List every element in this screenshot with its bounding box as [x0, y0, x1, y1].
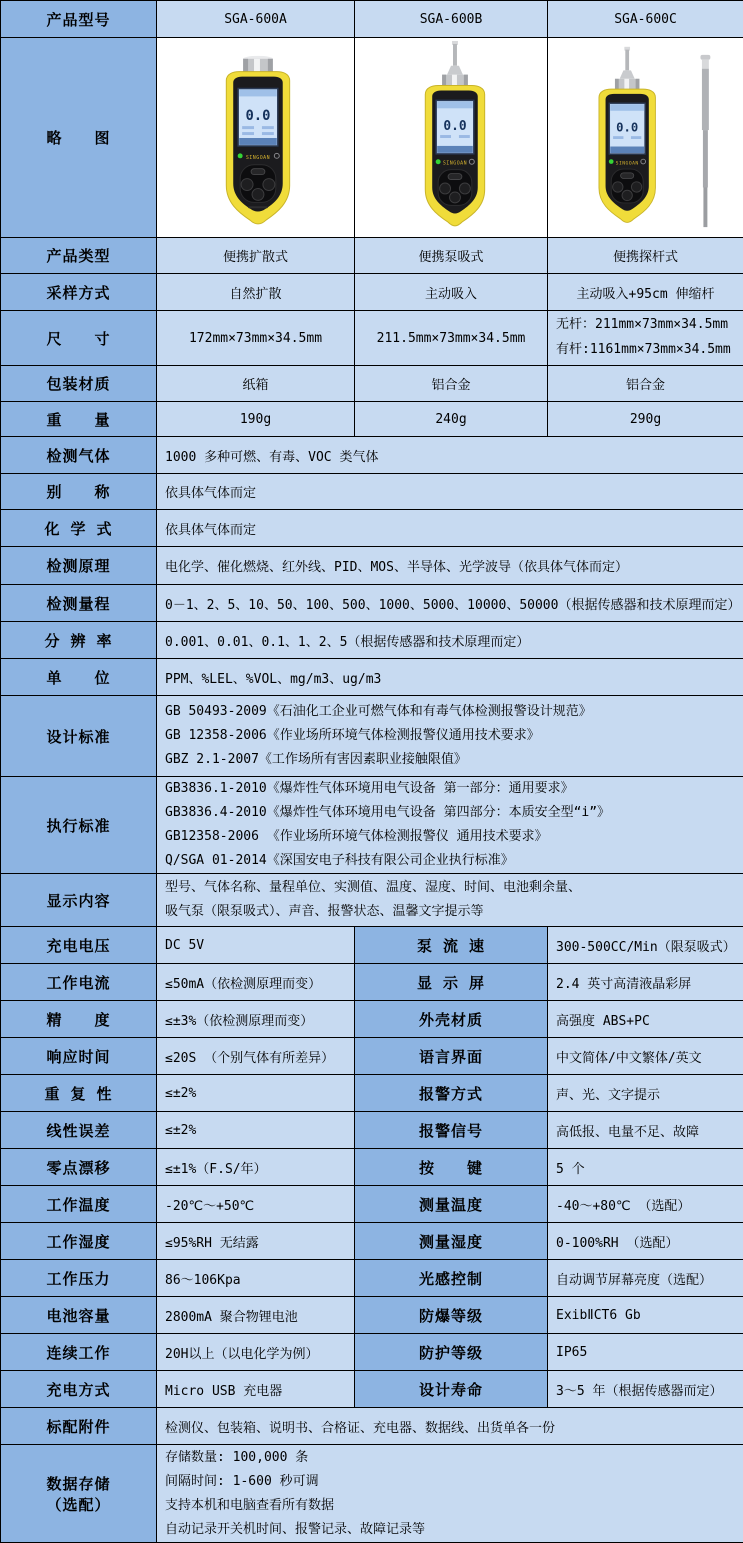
data-storage-label-line1: 数据存储	[2, 1473, 155, 1494]
label-product-type: 产品类型	[1, 238, 157, 274]
label-dimensions: 尺 寸	[1, 311, 157, 366]
value-shell-material: 高强度 ABS+PC	[548, 1001, 743, 1038]
value-working-humidity: ≤95%RH 无结露	[157, 1223, 355, 1260]
value-explosionproof-rating: ExibⅡCT6 Gb	[548, 1297, 743, 1334]
label-standard-accessories: 标配附件	[1, 1408, 157, 1445]
label-unit: 单 位	[1, 659, 157, 696]
display-content-line: 吸气泵（限泵吸式）、声音、报警状态、温馨文字提示等	[165, 900, 735, 924]
label-shell-material: 外壳材质	[355, 1001, 548, 1038]
sketch-row	[1, 38, 743, 238]
row-repeatability-alarm-mode	[1, 1075, 743, 1112]
value-dimensions-c	[548, 311, 743, 366]
value-display-screen: 2.4 英寸高清液晶彩屏	[548, 964, 743, 1001]
value-light-sense-control: 自动调节屏幕亮度（选配）	[548, 1260, 743, 1297]
value-working-temperature: -20℃～+50℃	[157, 1186, 355, 1223]
value-protection-rating: IP65	[548, 1334, 743, 1371]
row-charging-voltage-pump-flow	[1, 927, 743, 964]
value-alarm-mode: 声、光、文字提示	[548, 1075, 743, 1112]
device-photo-sga-600a	[158, 39, 354, 237]
label-working-pressure: 工作压力	[1, 1260, 157, 1297]
row-display-content	[1, 874, 743, 927]
value-product-type-c: 便携探杆式	[548, 238, 743, 274]
row-accuracy-shell-material	[1, 1001, 743, 1038]
value-detected-gases: 1000 多种可燃、有毒、VOC 类气体	[157, 437, 743, 474]
design-standard-line: GBZ 2.1-2007《工作场所有害因素职业接触限值》	[165, 748, 735, 772]
row-linearity-alarm-signal	[1, 1112, 743, 1149]
label-packaging: 包装材质	[1, 366, 157, 402]
label-data-storage	[1, 1445, 157, 1543]
data-storage-line: 支持本机和电脑查看所有数据	[165, 1494, 735, 1518]
label-design-standards: 设计标准	[1, 696, 157, 777]
device-screen-reading: 0.0	[443, 119, 466, 134]
label-zero-drift: 零点漂移	[1, 1149, 157, 1186]
value-pump-flow: 300-500CC/Min（限泵吸式）	[548, 927, 743, 964]
value-detection-principle: 电化学、催化燃烧、红外线、PID、MOS、半导体、光学波导（依具体气体而定）	[157, 547, 743, 585]
label-charging-method: 充电方式	[1, 1371, 157, 1408]
row-working-pressure-light-control	[1, 1260, 743, 1297]
row-chemical-formula	[1, 510, 743, 547]
value-repeatability: ≤±2%	[157, 1075, 355, 1112]
value-continuous-work: 20H以上（以电化学为例）	[157, 1334, 355, 1371]
execution-standard-line: GB3836.4-2010《爆炸性气体环境用电气设备 第四部分：本质安全型“i”》	[165, 801, 735, 825]
label-accuracy: 精 度	[1, 1001, 157, 1038]
label-sketch: 略 图	[1, 38, 157, 238]
row-resolution	[1, 622, 743, 659]
device-brand-text: SINGOAN	[616, 160, 639, 166]
value-alarm-signal: 高低报、电量不足、故障	[548, 1112, 743, 1149]
row-response-time-language	[1, 1038, 743, 1075]
display-content-line: 型号、气体名称、量程单位、实测值、温度、湿度、时间、电池剩余量、	[165, 876, 735, 900]
label-alias: 别 称	[1, 474, 157, 510]
value-sampling-c: 主动吸入+95cm 伸缩杆	[548, 274, 743, 311]
label-execution-standards: 执行标准	[1, 777, 157, 874]
value-design-life: 3～5 年（根据传感器而定）	[548, 1371, 743, 1408]
value-display-content	[157, 874, 743, 927]
value-dimensions-b: 211.5mm×73mm×34.5mm	[355, 311, 548, 366]
execution-standard-line: Q/SGA 01-2014《深国安电子科技有限公司企业执行标准》	[165, 849, 735, 873]
row-execution-standards	[1, 777, 743, 874]
row-working-current-display-screen	[1, 964, 743, 1001]
row-detection-principle	[1, 547, 743, 585]
value-charging-voltage: DC 5V	[157, 927, 355, 964]
execution-standard-line: GB3836.1-2010《爆炸性气体环境用电气设备 第一部分：通用要求》	[165, 777, 735, 801]
telescopic-rod	[700, 54, 710, 226]
value-weight-a: 190g	[157, 402, 355, 437]
value-battery-capacity: 2800mA 聚合物锂电池	[157, 1297, 355, 1334]
label-working-current: 工作电流	[1, 964, 157, 1001]
device-screen-reading: 0.0	[616, 120, 638, 134]
value-dimensions-a: 172mm×73mm×34.5mm	[157, 311, 355, 366]
device-photo-sga-600b	[355, 39, 548, 237]
label-continuous-work: 连续工作	[1, 1334, 157, 1371]
value-alias: 依具体气体而定	[157, 474, 743, 510]
data-storage-line: 自动记录开关机时间、报警记录、故障记录等	[165, 1518, 735, 1542]
label-alarm-mode: 报警方式	[355, 1075, 548, 1112]
value-unit: PPM、%LEL、%VOL、mg/m3、ug/m3	[157, 659, 743, 696]
label-display-screen: 显 示 屏	[355, 964, 548, 1001]
row-data-storage	[1, 1445, 743, 1543]
value-working-pressure: 86～106Kpa	[157, 1260, 355, 1297]
value-data-storage	[157, 1445, 743, 1543]
value-sampling-b: 主动吸入	[355, 274, 548, 311]
row-detected-gases	[1, 437, 743, 474]
label-sampling-method: 采样方式	[1, 274, 157, 311]
row-continuous-work-protection	[1, 1334, 743, 1371]
label-detection-principle: 检测原理	[1, 547, 157, 585]
row-detection-range	[1, 585, 743, 622]
sketch-cell-b	[355, 38, 548, 238]
execution-standard-line: GB12358-2006 《作业场所环境气体检测报警仪 通用技术要求》	[165, 825, 735, 849]
row-unit	[1, 659, 743, 696]
row-dimensions	[1, 311, 743, 366]
row-battery-explosionproof	[1, 1297, 743, 1334]
header-label-product-model: 产品型号	[1, 1, 157, 38]
value-resolution: 0.001、0.01、0.1、1、2、5（根据传感器和技术原理而定）	[157, 622, 743, 659]
sketch-cell-a	[157, 38, 355, 238]
label-working-temperature: 工作温度	[1, 1186, 157, 1223]
row-working-humidity-measure-humidity	[1, 1223, 743, 1260]
value-working-current: ≤50mA（依检测原理而变）	[157, 964, 355, 1001]
value-language-ui: 中文简体/中文繁体/英文	[548, 1038, 743, 1075]
header-row	[1, 1, 743, 38]
data-storage-line: 间隔时间: 1-600 秒可调	[165, 1470, 735, 1494]
header-model-b: SGA-600B	[355, 1, 548, 38]
row-working-temp-measure-temp	[1, 1186, 743, 1223]
value-packaging-a: 纸箱	[157, 366, 355, 402]
dimensions-c-without-rod: 无杆：211mm×73mm×34.5mm	[556, 313, 735, 338]
value-packaging-b: 铝合金	[355, 366, 548, 402]
value-charging-method: Micro USB 充电器	[157, 1371, 355, 1408]
value-chemical-formula: 依具体气体而定	[157, 510, 743, 547]
label-detection-range: 检测量程	[1, 585, 157, 622]
value-zero-drift: ≤±1%（F.S/年）	[157, 1149, 355, 1186]
sketch-cell-c	[548, 38, 743, 238]
row-design-standards	[1, 696, 743, 777]
device-brand-text: SINGOAN	[245, 154, 269, 160]
label-buttons: 按 键	[355, 1149, 548, 1186]
label-charging-voltage: 充电电压	[1, 927, 157, 964]
value-weight-b: 240g	[355, 402, 548, 437]
value-product-type-a: 便携扩散式	[157, 238, 355, 274]
row-product-type	[1, 238, 743, 274]
label-chemical-formula: 化 学 式	[1, 510, 157, 547]
label-working-humidity: 工作湿度	[1, 1223, 157, 1260]
row-zero-drift-buttons	[1, 1149, 743, 1186]
device-brand-text: SINGOAN	[443, 160, 467, 166]
header-model-c: SGA-600C	[548, 1, 743, 38]
data-storage-label-line2: （选配）	[2, 1494, 155, 1515]
design-standard-line: GB 50493-2009《石油化工企业可燃气体和有毒气体检测报警设计规范》	[165, 700, 735, 724]
value-buttons: 5 个	[548, 1149, 743, 1186]
value-execution-standards	[157, 777, 743, 874]
value-response-time: ≤20S （个别气体有所差异）	[157, 1038, 355, 1075]
value-accuracy: ≤±3%（依检测原理而变）	[157, 1001, 355, 1038]
value-packaging-c: 铝合金	[548, 366, 743, 402]
row-standard-accessories	[1, 1408, 743, 1445]
value-linearity-error: ≤±2%	[157, 1112, 355, 1149]
device-screen-reading: 0.0	[245, 108, 270, 124]
label-language-ui: 语言界面	[355, 1038, 548, 1075]
value-design-standards	[157, 696, 743, 777]
label-design-life: 设计寿命	[355, 1371, 548, 1408]
value-product-type-b: 便携泵吸式	[355, 238, 548, 274]
data-storage-line: 存储数量: 100,000 条	[165, 1446, 735, 1470]
label-repeatability: 重 复 性	[1, 1075, 157, 1112]
label-weight: 重 量	[1, 402, 157, 437]
value-weight-c: 290g	[548, 402, 743, 437]
label-explosionproof-rating: 防爆等级	[355, 1297, 548, 1334]
value-measure-humidity: 0-100%RH （选配）	[548, 1223, 743, 1260]
value-sampling-a: 自然扩散	[157, 274, 355, 311]
value-measure-temperature: -40～+80℃ （选配）	[548, 1186, 743, 1223]
label-linearity-error: 线性误差	[1, 1112, 157, 1149]
label-battery-capacity: 电池容量	[1, 1297, 157, 1334]
row-charging-method-design-life	[1, 1371, 743, 1408]
label-alarm-signal: 报警信号	[355, 1112, 548, 1149]
value-detection-range: 0－1、2、5、10、50、100、500、1000、5000、10000、50000（根据传感器和技术原理而定）	[157, 585, 743, 622]
label-display-content: 显示内容	[1, 874, 157, 927]
label-detected-gases: 检测气体	[1, 437, 157, 474]
row-packaging	[1, 366, 743, 402]
row-weight	[1, 402, 743, 437]
label-measure-humidity: 测量湿度	[355, 1223, 548, 1260]
device-photo-sga-600c	[548, 39, 743, 237]
label-response-time: 响应时间	[1, 1038, 157, 1075]
header-model-a: SGA-600A	[157, 1, 355, 38]
label-resolution: 分 辨 率	[1, 622, 157, 659]
design-standard-line: GB 12358-2006《作业场所环境气体检测报警仪通用技术要求》	[165, 724, 735, 748]
label-pump-flow: 泵 流 速	[355, 927, 548, 964]
label-protection-rating: 防护等级	[355, 1334, 548, 1371]
label-measure-temperature: 测量温度	[355, 1186, 548, 1223]
value-standard-accessories: 检测仪、包装箱、说明书、合格证、充电器、数据线、出货单各一份	[157, 1408, 743, 1445]
dimensions-c-with-rod: 有杆:1161mm×73mm×34.5mm	[556, 338, 735, 363]
row-sampling-method	[1, 274, 743, 311]
row-alias	[1, 474, 743, 510]
label-light-sense-control: 光感控制	[355, 1260, 548, 1297]
